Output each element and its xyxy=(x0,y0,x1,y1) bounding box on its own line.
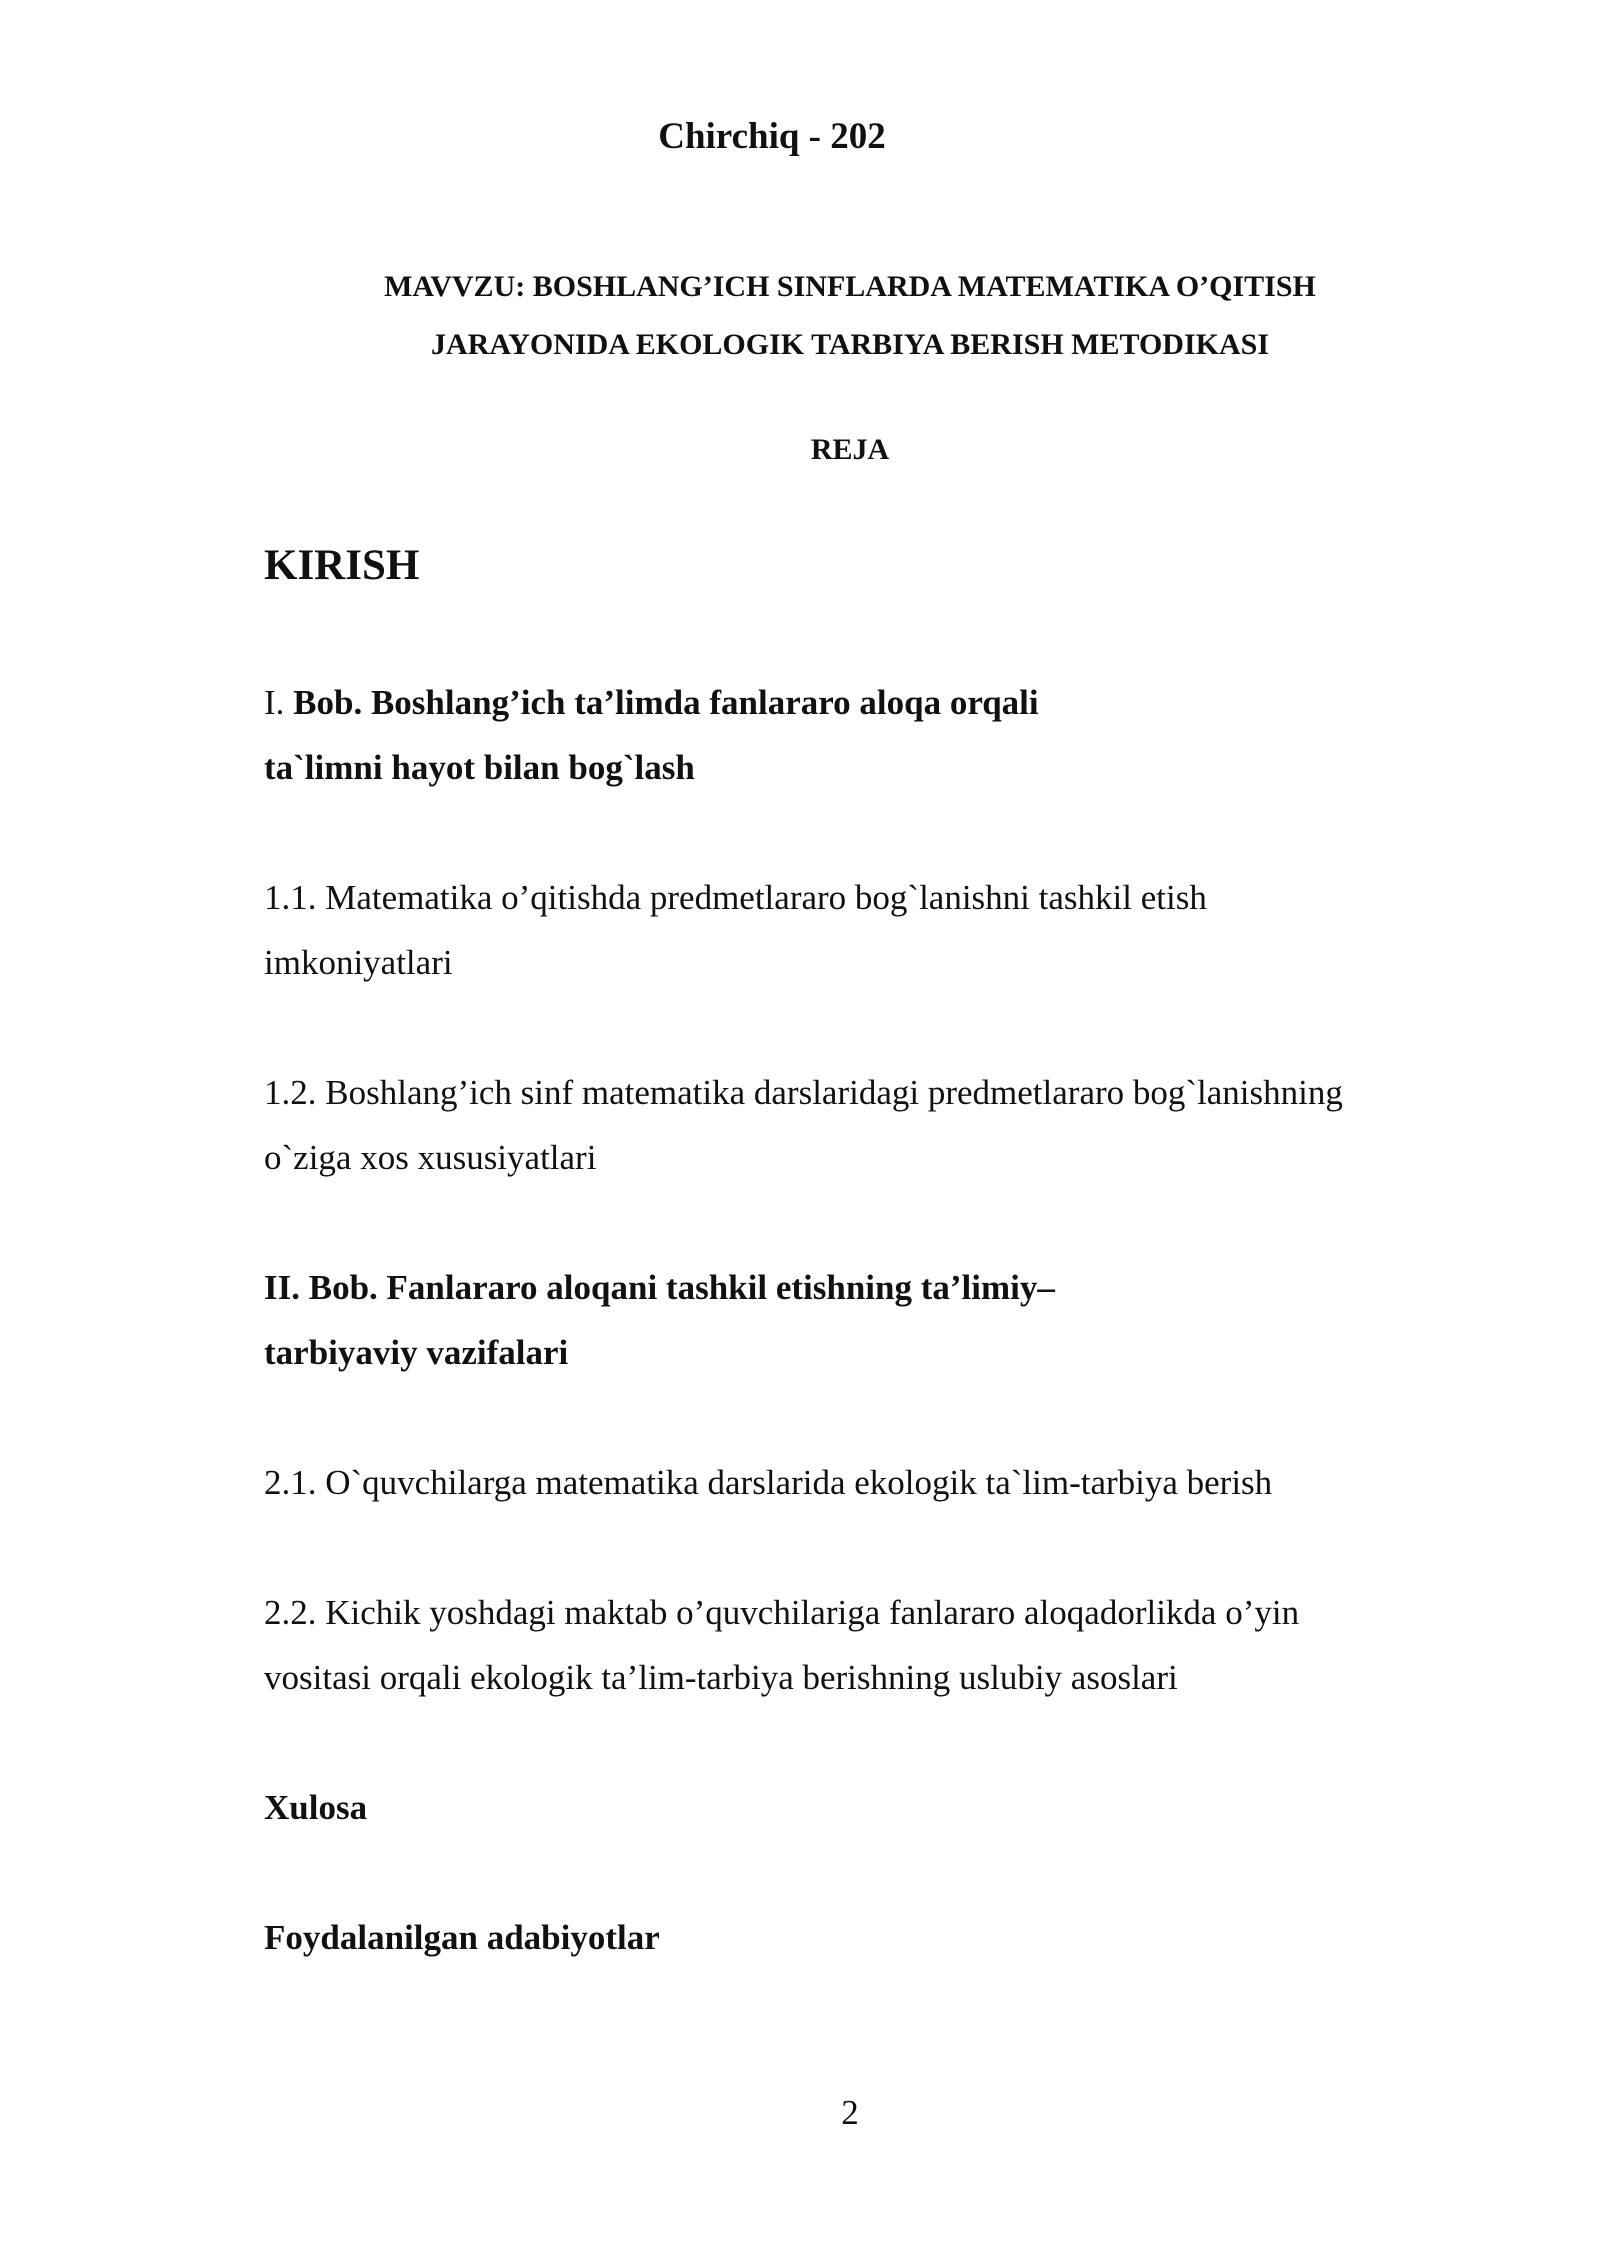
toc-item-1-2 xyxy=(264,1060,1464,1190)
toc-chapter-1-line-1 xyxy=(264,670,1464,735)
toc-chapter-1 xyxy=(264,670,1464,800)
toc-item-1-2-line-2: o`ziga xos xususiyatlari xyxy=(264,1138,597,1177)
topic-title-line-1: MAVVZU: BOSHLANG’ICH SINFLARDA MATEMATIKA O’QITISH xyxy=(384,270,1316,303)
toc-item-2-2-line-2: vositasi orqali ekologik ta’lim-tarbiya berishning uslubiy asoslari xyxy=(264,1658,1178,1697)
toc-conclusion: Xulosa xyxy=(264,1788,368,1827)
toc-chapter-1-line-2: ta`limni hayot bilan bog`lash xyxy=(264,748,695,787)
toc-item-2-2 xyxy=(264,1580,1464,1710)
toc-chapter-1-title: Bob. Boshlang’ich ta’limda fanlararo aloqa orqali xyxy=(293,683,1039,722)
toc-references: Foydalanilgan adabiyotlar xyxy=(264,1918,660,1957)
toc-chapter-2 xyxy=(264,1255,1464,1385)
toc-item-2-2-line-1: 2.2. Kichik yoshdagi maktab o’quvchilariga fanlararo aloqadorlikda o’yin xyxy=(264,1593,1300,1632)
toc-item-1-2-line-1: 1.2. Boshlang’ich sinf matematika darslaridagi predmetlararo bog`lanishning xyxy=(264,1073,1343,1112)
toc-chapter-2-line-2: tarbiyaviy vazifalari xyxy=(264,1333,569,1372)
page-number: 2 xyxy=(841,2093,859,2132)
toc-item-2-1 xyxy=(264,1450,1464,1515)
toc-intro-heading: KIRISH xyxy=(264,542,420,589)
topic-title-line-2: JARAYONIDA EKOLOGIK TARBIYA BERISH METODIKASI xyxy=(430,328,1269,361)
toc-chapter-1-number: I. xyxy=(264,683,285,722)
toc-item-1-1-line-2: imkoniyatlari xyxy=(264,943,453,982)
topic-title xyxy=(200,258,1500,374)
toc-item-2-1-line-1: 2.1. O`quvchilarga matematika darslarida ekologik ta`lim-tarbiya berish xyxy=(264,1463,1273,1502)
table-of-contents xyxy=(264,536,1464,2035)
toc-item-1-1-line-1: 1.1. Matematika o’qitishda predmetlararo bog`lanishni tashkil etish xyxy=(264,878,1207,917)
city-year-header: Chirchiq - 202 xyxy=(658,116,886,157)
toc-chapter-2-line-1: II. Bob. Fanlararo aloqani tashkil etishning ta’limiy– xyxy=(264,1268,1055,1307)
plan-heading: REJA xyxy=(810,433,890,466)
toc-item-1-1 xyxy=(264,865,1464,995)
